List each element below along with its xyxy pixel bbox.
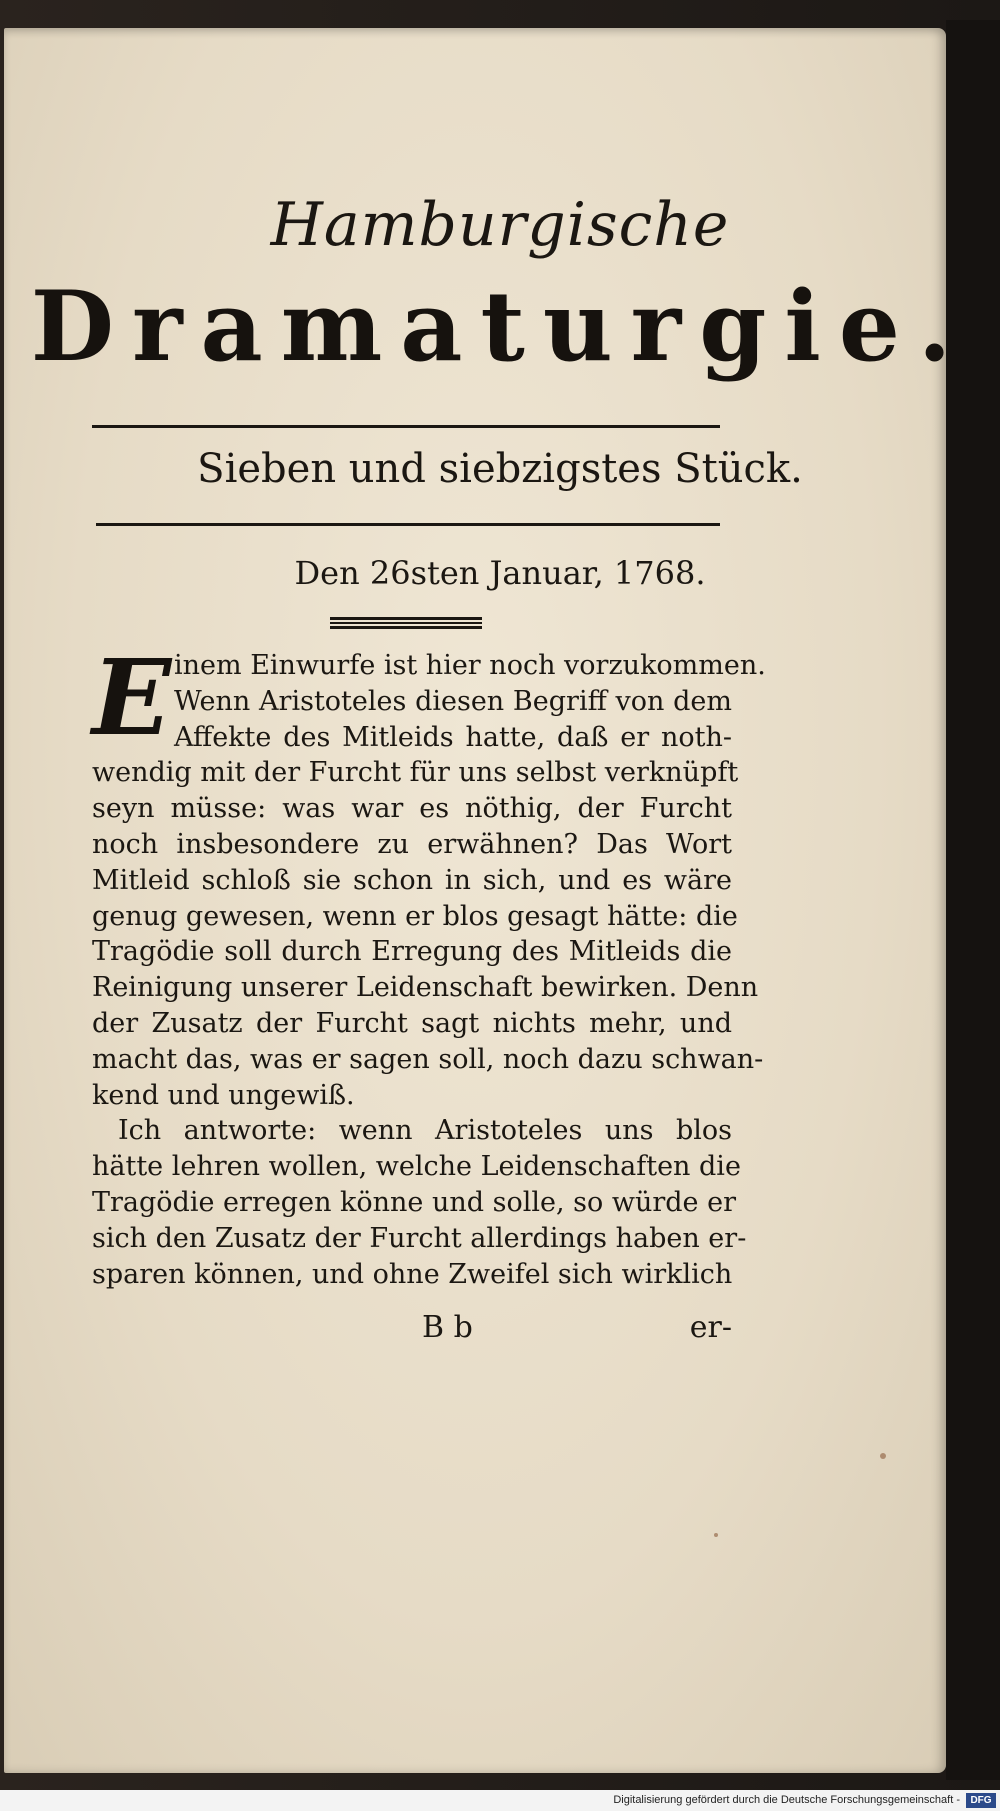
issue-date: Den 26sten Januar, 1768. (294, 554, 706, 592)
body-text (92, 636, 766, 1292)
paper-stain (880, 1453, 886, 1459)
signature-mark: B b (422, 1310, 473, 1345)
text-line: Affekte des Mitleids hatte, daß er noth- (174, 721, 732, 753)
subtitle-rule (96, 523, 720, 526)
credit-text: Digitalisierung gefördert durch die Deutsche Forschungsgemeinschaft - (613, 1794, 960, 1806)
text-line: genug gewesen, wenn er blos gesagt hätte: die (92, 900, 738, 932)
text-line: sich den Zusatz der Furcht allerdings haben er- (92, 1222, 747, 1254)
text-line: noch insbesondere zu erwähnen? Das Wort (92, 828, 732, 860)
text-line: inem Einwurfe ist hier noch vorzukommen. (174, 650, 766, 681)
text-line: Tragödie erregen könne und solle, so würde er (92, 1186, 736, 1218)
text-line: sparen können, und ohne Zweifel sich wirklich (92, 1258, 733, 1290)
digitization-credit-bar (0, 1790, 1000, 1811)
text-line: Mitleid schloß sie schon in sich, und es wäre (92, 864, 732, 896)
title-line-1: Hamburgische (270, 190, 730, 260)
dfg-logo: DFG (966, 1793, 996, 1808)
text-line: hätte lehren wollen, welche Leidenschaften die (92, 1151, 741, 1183)
catchword: er- (689, 1310, 732, 1345)
text-line: wendig mit der Furcht für uns selbst verknüpft (92, 757, 739, 789)
text-line: Wenn Aristoteles diesen Begriff von dem (174, 685, 732, 717)
ornament-divider (330, 617, 482, 629)
page-footer (92, 1310, 732, 1350)
title-rule (92, 425, 720, 428)
text-line: kend und ungewiß. (92, 1079, 355, 1111)
paper-stain (714, 1533, 718, 1537)
text-line: seyn müsse: was war es nöthig, der Furcht (92, 793, 732, 825)
drop-cap: E (92, 636, 172, 759)
text-line: Tragödie soll durch Erregung des Mitleids die (92, 936, 732, 968)
text-line: der Zusatz der Furcht sagt nichts mehr, und (92, 1007, 732, 1039)
issue-subtitle: Sieben und siebzigstes Stück. (197, 446, 803, 492)
text-line: Ich antworte: wenn Aristoteles uns blos (118, 1115, 732, 1147)
text-line: Reinigung unserer Leidenschaft bewirken. Denn (92, 972, 759, 1004)
title-line-2: Dramaturgie. (30, 270, 970, 383)
text-line: macht das, was er sagen soll, noch dazu schwan- (92, 1043, 764, 1075)
